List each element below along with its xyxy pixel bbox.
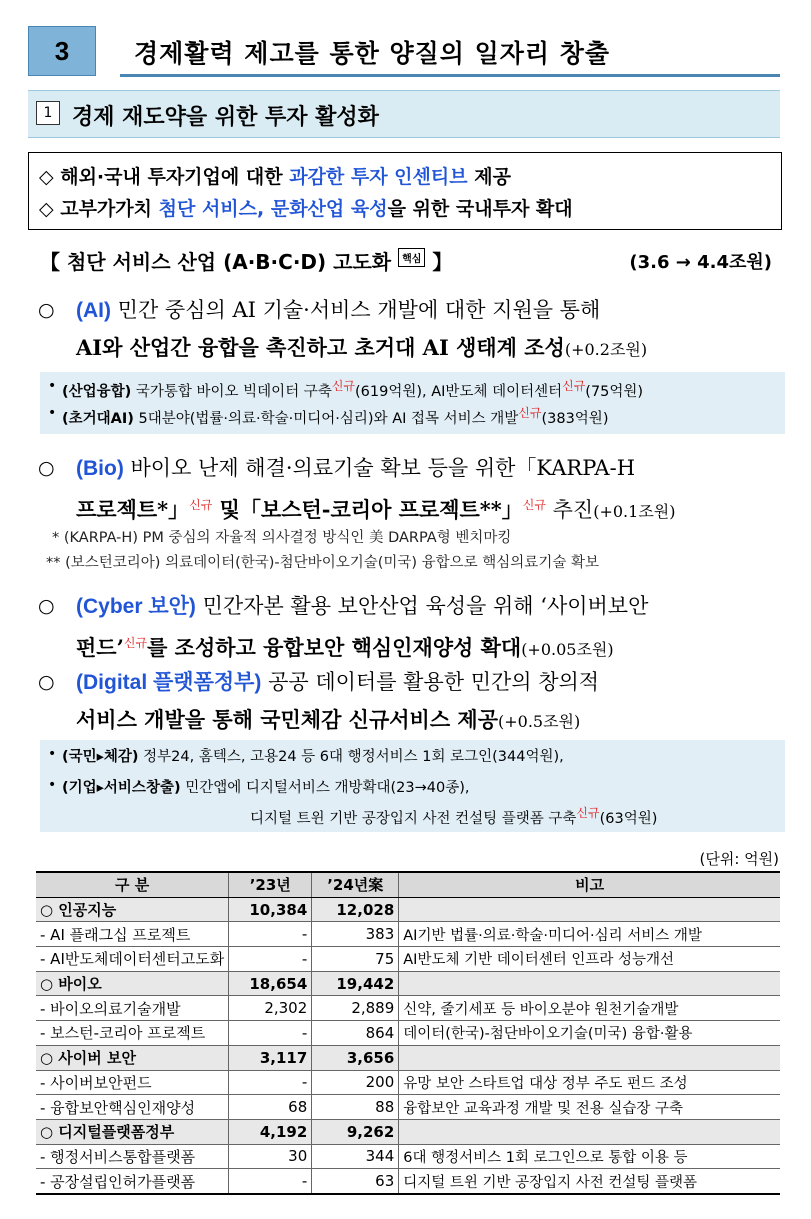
- table-cell-note: [399, 971, 780, 996]
- bullet-text: (75억원): [585, 383, 644, 400]
- table-cell-note: 융합보안 교육과정 개발 및 전용 실습장 구축: [399, 1095, 780, 1120]
- table-cell-note: [399, 897, 780, 922]
- item-amount: (+0.05조원): [521, 640, 614, 659]
- item-amount: (+0.1조원): [593, 502, 676, 521]
- table-cell-note: 디지털 트윈 기반 공장입지 사전 컨설팅 플랫폼: [399, 1169, 780, 1194]
- bullet-text: 민간앱에 디지털서비스 개방확대(23→40종),: [180, 780, 470, 796]
- table-cell-y24: 344: [312, 1144, 399, 1169]
- new-marker: 신규: [576, 806, 600, 820]
- table-cell-y23: -: [229, 1070, 312, 1095]
- theme-bracket: 】: [432, 250, 453, 274]
- table-row: [36, 1169, 780, 1194]
- item-line: [76, 329, 788, 368]
- core-badge: 핵심: [398, 248, 425, 267]
- item-line: [76, 292, 788, 329]
- new-marker: 신규: [518, 406, 542, 420]
- table-row: [36, 1095, 780, 1120]
- item-tag: (Bio): [76, 457, 124, 480]
- item-tag: (AI): [76, 299, 111, 322]
- table-body: [36, 897, 780, 1194]
- new-marker: 신규: [189, 498, 213, 512]
- bullet-dot-icon: •: [48, 378, 57, 394]
- summary-highlight: 첨단 서비스, 문화산업 육성: [158, 198, 388, 220]
- budget-table: [36, 871, 780, 1195]
- item-text: 공공 데이터를 활용한 민간의 창의적: [261, 670, 600, 694]
- list-item: [62, 776, 470, 797]
- table-cell-y24: 2,889: [312, 996, 399, 1021]
- item-digital: [38, 664, 788, 738]
- table-row: [36, 1144, 780, 1169]
- summary-text: ◇ 해외·국내 투자기업에 대한: [39, 166, 290, 188]
- bullet-label: (산업융합): [62, 383, 132, 400]
- table-cell-note: AI기반 법률·의료·학술·미디어·심리 서비스 개발: [399, 922, 780, 947]
- item-tag: (Digital 플랫폼정부): [76, 671, 262, 694]
- item-line: [76, 625, 788, 668]
- list-item: [62, 377, 643, 401]
- table-cell-note: 데이터(한국)-첨단바이오기술(미국) 융합·활용: [399, 1021, 780, 1046]
- bullet-text: 디지털 트윈 기반 공장입지 사전 컨설팅 플랫폼 구축: [250, 810, 577, 827]
- table-cell-y23: 18,654: [229, 971, 312, 996]
- table-row: [36, 1070, 780, 1095]
- subsection-heading: [28, 90, 780, 138]
- table-cell-y23: 68: [229, 1095, 312, 1120]
- summary-line-2: [39, 194, 573, 221]
- item-text: 민간자본 활용 보안산업 육성을 위해 ‘사이버보안: [195, 594, 649, 618]
- table-cell-note: [399, 1045, 780, 1070]
- section-title: 경제활력 제고를 통한 양질의 일자리 창출: [134, 39, 611, 68]
- summary-highlight: 과감한 투자 인센티브: [289, 166, 468, 188]
- section-number: 3: [28, 26, 96, 76]
- item-text: 바이오 난제 해결·의료기술 확보 등을 위한「KARPA-H: [123, 456, 636, 480]
- table-cell-y24: 9,262: [312, 1119, 399, 1144]
- bullet-text: (383억원): [541, 410, 609, 427]
- table-cell-y24: 864: [312, 1021, 399, 1046]
- table-row: [36, 922, 780, 947]
- column-header: 비고: [399, 872, 780, 897]
- new-marker: 신규: [522, 498, 546, 512]
- ai-bullets: [40, 372, 785, 434]
- table-row: [36, 996, 780, 1021]
- bullet-circle-icon: ○: [38, 457, 55, 479]
- table-cell-y24: 200: [312, 1070, 399, 1095]
- table-row: [36, 1045, 780, 1070]
- bullet-circle-icon: ○: [38, 299, 55, 321]
- table-cell-name: - AI반도체데이터센터고도화: [36, 947, 229, 972]
- theme-title: [40, 246, 780, 276]
- bullet-label: (기업▸서비스창출): [62, 780, 181, 796]
- item-line: [76, 588, 788, 625]
- column-header: 구 분: [36, 872, 229, 897]
- table-cell-name: ○ 사이버 보안: [36, 1045, 229, 1070]
- item-text: 프로젝트*」: [76, 497, 190, 522]
- table-cell-name: - 행정서비스통합플랫폼: [36, 1144, 229, 1169]
- footnote: ** (보스턴코리아) 의료데이터(한국)-첨단바이오기술(미국) 융합으로 핵심의료기술 확보: [46, 555, 599, 571]
- item-cyber: [38, 588, 788, 662]
- table-cell-y23: 4,192: [229, 1119, 312, 1144]
- table-cell-y24: 75: [312, 947, 399, 972]
- list-item: [62, 745, 564, 766]
- table-cell-note: 유망 보안 스타트업 대상 정부 주도 펀드 조성: [399, 1070, 780, 1095]
- table-cell-y23: -: [229, 1021, 312, 1046]
- bullet-text: (63억원): [599, 810, 658, 827]
- subsection-title: 경제 재도약을 위한 투자 활성화: [72, 105, 379, 130]
- bullet-dot-icon: •: [48, 777, 57, 793]
- table-row: [36, 947, 780, 972]
- table-cell-y24: 12,028: [312, 897, 399, 922]
- item-line: [76, 664, 788, 701]
- table-cell-name: - 공장설립인허가플랫폼: [36, 1169, 229, 1194]
- table-cell-y23: 30: [229, 1144, 312, 1169]
- table-row: [36, 1119, 780, 1144]
- item-text: AI와 산업간 융합을 촉진하고 초거대 AI 생태계 조성: [76, 335, 565, 360]
- table-cell-y23: 10,384: [229, 897, 312, 922]
- footnote: * (KARPA-H) PM 중심의 자율적 의사결정 방식인 美 DARPA형 벤치마킹: [52, 530, 512, 546]
- bullet-dot-icon: •: [48, 405, 57, 421]
- item-text: 민간 중심의 AI 기술·서비스 개발에 대한 지원을 통해: [111, 298, 601, 322]
- subsection-number: 1: [36, 101, 60, 125]
- bullet-dot-icon: •: [48, 746, 57, 762]
- column-header: ’24년案: [312, 872, 399, 897]
- bullet-circle-icon: ○: [38, 595, 55, 617]
- table-cell-y24: 88: [312, 1095, 399, 1120]
- new-marker: 신규: [331, 379, 356, 393]
- table-cell-y23: -: [229, 1169, 312, 1194]
- digital-bullets: [40, 740, 785, 832]
- summary-box: [28, 152, 782, 230]
- summary-line-1: [39, 162, 511, 189]
- item-text: 펀드’: [76, 635, 124, 660]
- table-cell-name: - 바이오의료기술개발: [36, 996, 229, 1021]
- item-text: 를 조성하고 융합보안 핵심인재양성 확대: [147, 635, 522, 660]
- item-line: [76, 701, 788, 740]
- table-cell-y23: 3,117: [229, 1045, 312, 1070]
- list-item-continuation: [250, 804, 657, 828]
- summary-text: ◇ 고부가가치: [39, 198, 159, 220]
- theme-title-text: 【 첨단 서비스 산업 (A·B·C·D) 고도화: [40, 250, 392, 274]
- table-cell-y23: -: [229, 922, 312, 947]
- table-cell-y24: 3,656: [312, 1045, 399, 1070]
- item-tag: (Cyber 보안): [76, 595, 196, 618]
- summary-text: 제공: [467, 166, 511, 188]
- table-cell-name: ○ 디지털플랫폼정부: [36, 1119, 229, 1144]
- item-ai: [38, 292, 788, 366]
- table-cell-y24: 383: [312, 922, 399, 947]
- table-cell-name: - 보스턴-코리아 프로젝트: [36, 1021, 229, 1046]
- summary-text: 을 위한 국내투자 확대: [387, 198, 573, 220]
- bullet-text: (619억원), AI반도체 데이터센터: [355, 383, 563, 400]
- item-text: 및「보스턴-코리아 프로젝트**」: [212, 497, 523, 522]
- bullet-label: (초거대AI): [62, 410, 134, 427]
- item-bio: [38, 450, 788, 524]
- theme-budget-range: (3.6 → 4.4조원): [629, 252, 772, 273]
- new-marker: 신규: [123, 636, 148, 650]
- section-underline: [120, 74, 780, 77]
- table-cell-name: - AI 플래그십 프로젝트: [36, 922, 229, 947]
- table-unit: (단위: 억원): [699, 850, 779, 868]
- bullet-text: 국가통합 바이오 빅데이터 구축: [131, 383, 332, 400]
- item-line: [76, 487, 788, 530]
- bullet-circle-icon: ○: [38, 671, 55, 693]
- item-amount: (+0.2조원): [564, 340, 648, 359]
- table-cell-y23: 2,302: [229, 996, 312, 1021]
- bullet-label: (국민▸체감): [62, 749, 139, 765]
- table-cell-note: 신약, 줄기세포 등 바이오분야 원천기술개발: [399, 996, 780, 1021]
- bullet-text: 정부24, 홈텍스, 고용24 등 6대 행정서비스 1회 로그인(344억원),: [138, 749, 564, 765]
- table-cell-note: 6대 행정서비스 1회 로그인으로 통합 이용 등: [399, 1144, 780, 1169]
- table-cell-name: - 융합보안핵심인재양성: [36, 1095, 229, 1120]
- item-amount: (+0.5조원): [498, 712, 581, 731]
- table-cell-y24: 63: [312, 1169, 399, 1194]
- table-row: [36, 897, 780, 922]
- item-text: 추진: [545, 498, 594, 522]
- list-item: [62, 404, 608, 428]
- item-text: 서비스 개발을 통해 국민체감 신규서비스 제공: [76, 707, 498, 732]
- table-cell-name: ○ 바이오: [36, 971, 229, 996]
- table-row: [36, 971, 780, 996]
- column-header: ’23년: [229, 872, 312, 897]
- table-cell-note: [399, 1119, 780, 1144]
- section-heading: [28, 26, 780, 78]
- new-marker: 신규: [562, 379, 586, 393]
- table-row: [36, 1021, 780, 1046]
- table-cell-name: ○ 인공지능: [36, 897, 229, 922]
- table-header-row: [36, 872, 780, 897]
- item-line: [76, 450, 788, 487]
- table-cell-note: AI반도체 기반 데이터센터 인프라 성능개선: [399, 947, 780, 972]
- table-cell-name: - 사이버보안펀드: [36, 1070, 229, 1095]
- table-cell-y23: -: [229, 947, 312, 972]
- bullet-text: 5대분야(법률·의료·학술·미디어·심리)와 AI 접목 서비스 개발: [133, 410, 519, 427]
- table-cell-y24: 19,442: [312, 971, 399, 996]
